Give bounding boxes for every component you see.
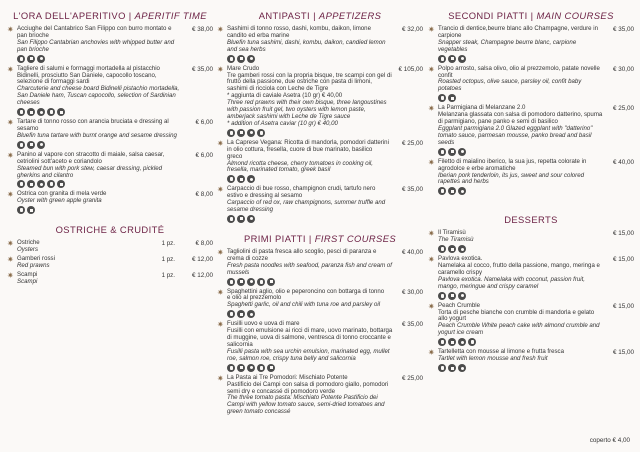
allergen-icons — [438, 55, 634, 63]
allergen-icons — [17, 55, 213, 63]
item-name: Tagliere di salumi e formaggi mortadella al pistacchio Bidinelli, prosciutto San Daniele, capocollo toscano, selezione di formaggi sardi — [17, 64, 160, 86]
allergen-icons — [227, 364, 423, 372]
star-icon: ✷ — [7, 25, 14, 34]
menu-item-body — [438, 303, 634, 348]
mollusc-icon — [257, 278, 265, 286]
item-name: Carpaccio di bue rosso, champignon crudi, tartufo nero estivo e dressing al sesamo — [227, 185, 376, 200]
menu-item-body — [17, 152, 213, 190]
item-price: € 25,00 — [401, 139, 423, 147]
gluten-icon — [17, 180, 25, 188]
item-description: Spaghetti garlic, oil and chili with tuna roe and parsley oil — [227, 301, 381, 309]
item-name: La Caprese Vegana: Ricotta di mandorla, pomodori datterini in olio cottura, fresella, cuore di bue marinato, basilico greco — [227, 138, 389, 160]
menu-item — [428, 159, 634, 197]
item-details: Melanzana glassata con salsa di pomodoro datterino, spuma di parmigiano, pane panko e semi di basilico — [438, 111, 603, 126]
menu-item — [428, 66, 634, 104]
menu-item-body — [17, 272, 213, 286]
item-price: € 6,00 — [195, 119, 213, 127]
star-icon: ✷ — [7, 270, 14, 280]
item-price: € 35,00 — [401, 186, 423, 194]
item-quantity: 1 pz. — [161, 240, 175, 248]
section-title-desserts: DESSERTS — [504, 214, 558, 226]
soy-icon — [237, 55, 245, 63]
dairy-icon — [448, 364, 456, 372]
menu-item-body — [227, 66, 423, 138]
allergen-icons — [227, 215, 423, 223]
allergen-icons — [438, 148, 634, 156]
star-icon: ✷ — [428, 301, 435, 311]
gluten-icon — [227, 310, 235, 318]
item-description: Snapper steak, Champagne beurre blanc, carpione vegetables — [438, 38, 577, 53]
item-details: Pastificio dei Campi con salsa di pomodoro giallo, pomodori semi dry e concassé di pomodoro verde — [227, 380, 389, 395]
menu-item-body — [227, 321, 423, 372]
fish-icon — [17, 141, 25, 149]
item-description: Oysters — [17, 246, 38, 254]
egg-icon — [37, 180, 45, 188]
sulphite-icon — [458, 148, 466, 156]
item-description: Charcuterie and cheese board Bidinelli pistachio mortadella, San Daniele ham, Tuscan capocollo, selection of Sardinian cheeses — [17, 85, 180, 107]
fish-icon — [247, 129, 255, 137]
item-name: Sashimi di tonno rosso, dashi, kombu, daikon, limone candito ed erba marine — [227, 25, 371, 39]
menu-item-body — [227, 186, 423, 224]
section-title-aperitivo: L'ORA DELL'APERITIVO | APERITIF TIME — [13, 10, 207, 21]
egg-icon — [448, 245, 456, 253]
crustacean-icon — [227, 129, 235, 137]
item-description: Fresh pasta noodles with seafood, paranza fish and cream of mussels — [227, 261, 392, 276]
sulphite-icon — [57, 180, 65, 188]
item-price: € 25,00 — [612, 105, 634, 113]
menu-item — [7, 26, 213, 64]
mollusc-icon — [17, 206, 25, 214]
egg-icon — [468, 338, 476, 346]
dairy-icon — [27, 180, 35, 188]
nut-icon — [27, 108, 35, 116]
allergen-icons — [227, 310, 423, 318]
allergen-icons — [438, 292, 634, 300]
star-icon: ✷ — [428, 348, 435, 358]
dairy-icon — [267, 364, 275, 372]
item-description: Scampi — [17, 277, 38, 285]
menu-item-body — [438, 26, 634, 64]
allergen-icons — [438, 187, 634, 195]
allergen-icons — [227, 278, 423, 286]
fish-icon — [37, 55, 45, 63]
menu-item-body — [438, 66, 634, 104]
allergen-icons — [227, 175, 423, 183]
menu-item-body — [438, 349, 634, 373]
menu-item — [217, 66, 423, 138]
menu-item — [7, 119, 213, 150]
sulphite-icon — [37, 141, 45, 149]
item-price: € 12,00 — [191, 256, 213, 264]
item-description: San Filippo Cantabrian anchovies with whipped butter and pan brioche — [17, 38, 175, 53]
star-icon: ✷ — [7, 255, 14, 265]
menu-item-body — [17, 240, 213, 254]
allergen-icons — [17, 108, 213, 116]
item-price: € 6,00 — [195, 151, 213, 159]
menu-item-body — [227, 375, 423, 416]
mustard-icon — [47, 180, 55, 188]
star-icon: ✷ — [217, 247, 224, 257]
star-icon: ✷ — [428, 157, 435, 167]
menu-item-body — [17, 256, 213, 270]
item-name: Panino al vapore con stracotto di maiale, salsa caesar, cetriolini sott'aceto e coriandolo — [17, 150, 165, 165]
sulphite-icon — [247, 310, 255, 318]
item-description: Eggplant parmigiana 2.0 Glazed eggplant with "datterino" tomato sauce, parmesan mousse, panko bread and basil seeds — [438, 124, 593, 146]
menu-item-body — [17, 66, 213, 117]
dairy-icon — [438, 245, 446, 253]
menu-item-body — [227, 289, 423, 320]
menu-item-body — [227, 140, 423, 185]
menu-item — [428, 26, 634, 64]
allergen-icons — [438, 245, 634, 253]
section-title-primi: PRIMI PIATTI | FIRST COURSES — [243, 232, 396, 244]
nut-icon — [458, 338, 466, 346]
sulphite-icon — [27, 206, 35, 214]
item-description: Fusilli pasta with sea urchin emulsion, marinated egg, mullet roe, salmon roe, crispy tuna belly and salicornia — [227, 347, 390, 362]
star-icon: ✷ — [7, 190, 14, 200]
menu-item-body — [227, 249, 423, 287]
item-details: Fusilli con emulsione ai ricci di mare, uovo marinato, bottarga di muggine, uova di salmone, ventresca di tonno croccante e salicornia — [227, 327, 393, 348]
item-name: Acciughe del Cantabrico San Filippo con burro montato e pan brioche — [17, 25, 172, 39]
gluten-icon — [227, 278, 235, 286]
item-name: Ostriche — [17, 239, 40, 247]
gluten-icon — [27, 55, 35, 63]
item-name: Fusilli uovo e uova di mare — [227, 320, 300, 328]
item-name: Ostrica con granita di mela verde — [17, 190, 107, 198]
gluten-icon — [438, 338, 446, 346]
menu-item — [7, 256, 213, 270]
item-quantity: 1 pz. — [161, 256, 175, 264]
mustard-icon — [448, 187, 456, 195]
item-price: € 15,00 — [612, 230, 634, 238]
item-price: € 35,00 — [401, 321, 423, 329]
menu-item — [217, 26, 423, 64]
menu-item — [428, 256, 634, 301]
menu-item — [217, 249, 423, 287]
fish-icon — [237, 278, 245, 286]
dairy-icon — [438, 148, 446, 156]
mustard-icon — [237, 215, 245, 223]
allergen-icons — [227, 129, 423, 137]
star-icon: ✷ — [428, 255, 435, 265]
item-description: Iberian pork tenderloin, its jus, sweet and sour colored rapettes and herbs — [438, 171, 584, 186]
item-price: € 40,00 — [612, 158, 634, 166]
item-price: € 40,00 — [401, 248, 423, 256]
star-icon: ✷ — [7, 64, 14, 74]
menu-item — [7, 240, 213, 254]
item-price: € 12,00 — [191, 271, 213, 279]
menu-item — [7, 191, 213, 215]
column-secondi — [428, 8, 634, 375]
sulphite-icon — [247, 55, 255, 63]
item-name: Filetto di maialino iberico, la sua jus, repetta colorate in agrodolce e erbe aromatiche — [438, 157, 587, 172]
item-name: Scampi — [17, 270, 38, 278]
item-description: Peach Crumble White peach cake with almond crumble and yogurt ice cream — [438, 322, 600, 337]
gluten-icon — [227, 364, 235, 372]
item-name: Pavlova exotica. — [438, 255, 483, 263]
item-description: The Tiramisù — [438, 236, 474, 244]
item-quantity: 1 pz. — [161, 271, 175, 279]
gluten-icon — [37, 108, 45, 116]
item-description: Carpaccio of red ox, raw champignons, summer truffle and sesame dressing — [227, 199, 386, 214]
fish-icon — [438, 55, 446, 63]
fish-icon — [247, 364, 255, 372]
item-price: € 8,00 — [195, 191, 213, 199]
item-price: € 15,00 — [612, 349, 634, 357]
item-name: Tagliolini di pasta fresca allo scoglio, pesci di paranza e crema di cozze — [227, 247, 377, 262]
gluten-icon — [438, 364, 446, 372]
sulphite-icon — [47, 108, 55, 116]
star-icon: ✷ — [7, 239, 14, 249]
item-name: La Pasta ai Tre Pomodori: Mischiato Potente — [227, 373, 348, 381]
item-description: Steamed bun with pork stew, caesar dressing, pickled gherkins and cilantro — [17, 164, 162, 179]
item-description: The three tomato pasta: Mischiato Potente Pastificio dei Campi with yellow tomato sauce, semi-dried tomatoes and green tomato concassé — [227, 394, 385, 416]
star-icon: ✷ — [428, 64, 435, 74]
column-antipasti — [217, 8, 423, 418]
sulphite-icon — [458, 55, 466, 63]
star-icon: ✷ — [217, 287, 224, 297]
item-description: Tartlet with lemon mousse and fresh fruit — [438, 355, 548, 363]
item-addon-en: * addition of Asetra caviar (10 gr) € 40,00 — [227, 119, 338, 127]
item-description: Red prawns — [17, 261, 50, 269]
item-name: Spaghettini aglio, olio e peperoncino con bottarga di tonno e olio al prezzemolo — [227, 287, 385, 302]
item-addon: * aggiunta di caviale Asetra (10 gr) € 40,00 — [227, 92, 343, 100]
star-icon: ✷ — [217, 373, 224, 383]
egg-icon — [237, 364, 245, 372]
dairy-icon — [17, 108, 25, 116]
egg-icon — [438, 292, 446, 300]
item-name: Polpo arrosto, salsa olivo, olio al prezzemolo, patate novelle confit — [438, 64, 600, 79]
item-description: Bluefin tuna tartare with burnt orange and sesame dressing — [17, 131, 177, 139]
item-name: Tartelletta con mousse al limone e frutta fresca — [438, 348, 564, 356]
item-name: Gamberi rossi — [17, 255, 55, 263]
item-description: Oyster with green apple granita — [17, 197, 102, 205]
sesame-icon — [227, 215, 235, 223]
star-icon: ✷ — [428, 229, 435, 239]
celery-icon — [438, 187, 446, 195]
item-price: € 105,00 — [398, 65, 423, 73]
menu-item-body — [17, 191, 213, 215]
item-description: Roasted octopus, olive sauce, parsley oil, confit baby potatoes — [438, 78, 582, 93]
item-description: Three red prawns with their own bisque, three langoustines with passion fruit gel, two oysters with lemon paste, amberjack sashimi with Leche de Tigre sauce — [227, 99, 387, 120]
menu-item — [217, 186, 423, 224]
menu-item-body — [438, 105, 634, 156]
menu-item — [217, 140, 423, 185]
item-price: € 35,00 — [612, 26, 634, 33]
section-title-ostriche: OSTRICHE & CRUDITÉ — [55, 224, 165, 236]
star-icon: ✷ — [217, 25, 224, 34]
egg-icon — [458, 364, 466, 372]
item-details: Namelaka al cocco, frutto della passione, mango, meringa e caramello crispy — [438, 262, 600, 276]
star-icon: ✷ — [428, 104, 435, 114]
menu-item — [428, 349, 634, 373]
menu-item — [217, 289, 423, 320]
menu-item — [217, 321, 423, 372]
item-price: € 38,00 — [191, 26, 213, 33]
menu-item-body — [438, 159, 634, 197]
item-name: Mare Crudo — [227, 64, 260, 72]
fish-icon — [237, 310, 245, 318]
allergen-icons — [227, 55, 423, 63]
egg-icon — [57, 108, 65, 116]
menu-item-body — [438, 230, 634, 254]
mollusc-icon — [438, 94, 446, 102]
item-description: Bluefin tuna sashimi, dashi, kombu, daikon, candied lemon and sea herbs — [227, 38, 386, 53]
item-name: Il Tiramisù — [438, 229, 466, 237]
gluten-icon — [458, 245, 466, 253]
allergen-icons — [438, 364, 634, 372]
item-price: € 35,00 — [191, 65, 213, 73]
star-icon: ✷ — [428, 25, 435, 34]
sulphite-icon — [247, 215, 255, 223]
dairy-icon — [448, 338, 456, 346]
item-name: La Parmigiana di Melanzane 2.0 — [438, 104, 526, 112]
sulphite-icon — [247, 175, 255, 183]
star-icon: ✷ — [217, 320, 224, 330]
allergen-icons — [17, 206, 213, 214]
menu-item — [217, 375, 423, 416]
item-price: € 30,00 — [612, 65, 634, 73]
section-title-antipasti: ANTIPASTI | APPETIZERS — [258, 10, 382, 21]
dairy-icon — [17, 55, 25, 63]
item-price: € 30,00 — [401, 288, 423, 296]
menu-item — [7, 152, 213, 190]
menu-item — [7, 272, 213, 286]
fish-icon — [227, 55, 235, 63]
star-icon: ✷ — [217, 64, 224, 74]
dairy-icon — [448, 55, 456, 63]
menu-item — [7, 66, 213, 117]
sulphite-icon — [257, 129, 265, 137]
menu-item-body — [438, 256, 634, 301]
allergen-icons — [438, 338, 634, 346]
gluten-icon — [237, 175, 245, 183]
section-title-secondi: SECONDI PIATTI | MAIN COURSES — [448, 10, 614, 21]
star-icon: ✷ — [217, 185, 224, 195]
column-aperitivo — [7, 8, 213, 288]
menu-item-body — [17, 26, 213, 64]
item-details: Tre gamberi rossi con la propria bisque, tre scampi con gel di frutto della passione, due ostriche con pasta di limoni, sashimi di ricciola con Leche de Tigre — [227, 71, 392, 93]
gluten-icon — [448, 148, 456, 156]
item-name: Peach Crumble — [438, 301, 480, 309]
allergen-icons — [17, 141, 213, 149]
menu-item-body — [227, 26, 423, 64]
sulphite-icon — [448, 94, 456, 102]
item-description: Almond ricotta cheese, cherry tomatoes in cooking oil, fresella, marinated tomato, greek basil — [227, 159, 373, 174]
menu-item-body — [17, 119, 213, 150]
menu-item — [428, 303, 634, 348]
item-name: Tartare di tonno rosso con arancia bruciata e dressing al sesamo — [17, 118, 169, 132]
mollusc-icon — [237, 129, 245, 137]
allergen-icons — [438, 94, 634, 102]
dairy-icon — [448, 292, 456, 300]
egg-icon — [267, 278, 275, 286]
star-icon: ✷ — [7, 150, 14, 160]
item-name: Trancio di dentice,beurre blanc allo Champagne, verdure in carpione — [438, 25, 598, 39]
menu-item — [428, 105, 634, 156]
nut-icon — [458, 292, 466, 300]
item-price: € 8,00 — [195, 240, 213, 248]
sulphite-icon — [458, 187, 466, 195]
cover-charge: coperto € 4,00 — [589, 437, 630, 444]
nut-icon — [227, 175, 235, 183]
mollusc-icon — [257, 364, 265, 372]
item-description: Pavlova exotica. Namelaka with coconut, passion fruit, mango, meringue and crispy caramel — [438, 275, 585, 290]
item-price: € 15,00 — [612, 302, 634, 310]
allergen-icons — [17, 180, 213, 188]
item-price: € 32,00 — [401, 26, 423, 33]
star-icon: ✷ — [217, 138, 224, 148]
sesame-icon — [27, 141, 35, 149]
star-icon: ✷ — [7, 118, 14, 128]
item-price: € 25,00 — [401, 374, 423, 382]
item-details: Torta di pesche bianche con crumble di mandorla e gelato allo yogurt — [438, 308, 595, 323]
crustacean-icon — [247, 278, 255, 286]
menu-item — [428, 230, 634, 254]
item-price: € 15,00 — [612, 256, 634, 264]
